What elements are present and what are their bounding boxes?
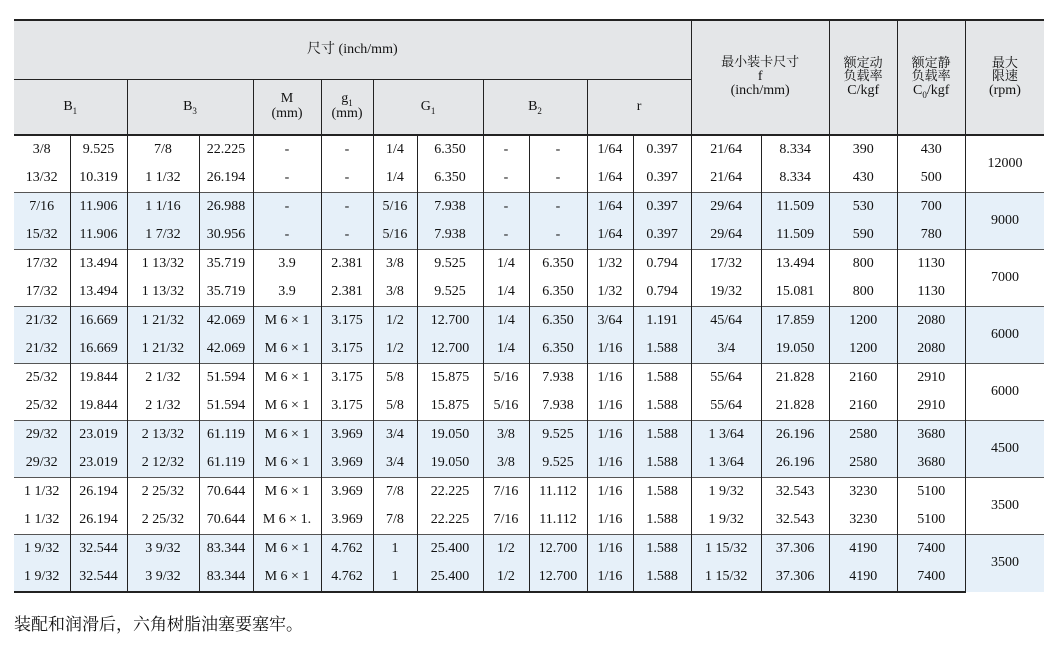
table-cell: 9.525 [417,278,483,307]
table-cell: - [483,193,529,222]
header-gg1: $G_1$ [373,80,483,136]
table-cell: 19/32 [691,278,761,307]
table-cell: 29/64 [691,193,761,222]
table-cell: 6.350 [529,278,587,307]
table-cell: 70.644 [199,506,253,535]
table-cell: 5/16 [373,221,417,250]
table-row [14,364,1044,393]
table-cell: 51.594 [199,364,253,393]
header-r: r [587,80,691,136]
table-cell: 3/8 [483,449,529,478]
table-cell: 2080 [897,335,965,364]
table-cell: - [483,135,529,164]
table-cell: 5100 [897,506,965,535]
table-cell: 29/32 [14,449,70,478]
table-cell: 2160 [829,364,897,393]
table-cell: 12.700 [529,535,587,564]
table-cell: 9.525 [417,250,483,279]
table-cell: 61.119 [199,449,253,478]
table-cell: M 6 × 1 [253,364,321,393]
table-cell: 1/16 [587,392,633,421]
spec-table-container [14,19,1044,593]
table-cell: 13.494 [70,250,127,279]
table-cell: 530 [829,193,897,222]
header-b1: $B_1$ [14,80,127,136]
table-cell: - [253,221,321,250]
table-cell: 26.194 [70,478,127,507]
table-cell: 2 25/32 [127,478,199,507]
bearing-spec-table [14,19,1044,593]
table-cell: 1 13/32 [127,278,199,307]
table-cell: 35.719 [199,250,253,279]
table-cell: 1 9/32 [14,535,70,564]
table-cell: 21/32 [14,307,70,336]
header-dynamic-load: 额定动 负载率 C/kgf [829,20,897,135]
table-row [14,278,1044,307]
table-cell: 26.196 [761,421,829,450]
table-cell: 7/8 [127,135,199,164]
table-cell: 3230 [829,506,897,535]
table-cell: 1/16 [587,421,633,450]
table-cell: 1/16 [587,563,633,592]
table-cell: 5/16 [483,364,529,393]
table-cell: M 6 × 1 [253,449,321,478]
table-cell: - [253,135,321,164]
table-cell: 26.196 [761,449,829,478]
table-cell: 1/32 [587,250,633,279]
table-cell: 1 9/32 [691,506,761,535]
table-cell: 1.588 [633,449,691,478]
table-cell: 1200 [829,335,897,364]
table-cell: 15/32 [14,221,70,250]
table-cell: 2.381 [321,278,373,307]
table-cell: 22.225 [417,478,483,507]
table-cell: 1 [373,535,417,564]
table-cell: M 6 × 1 [253,478,321,507]
header-static-load: 额定静 负载率 $C_0$/kgf [897,20,965,135]
table-cell: 32.544 [70,535,127,564]
table-cell: 2 13/32 [127,421,199,450]
table-cell: 3680 [897,449,965,478]
table-cell: - [483,164,529,193]
table-cell: - [321,164,373,193]
table-cell: M 6 × 1 [253,535,321,564]
table-cell: 1/64 [587,135,633,164]
table-cell: 1/4 [483,278,529,307]
table-cell: 23.019 [70,449,127,478]
table-cell: 1/4 [373,164,417,193]
table-cell: 8.334 [761,135,829,164]
table-cell: 1.588 [633,506,691,535]
table-row [14,392,1044,421]
table-cell: 1130 [897,278,965,307]
table-cell: - [321,193,373,222]
table-cell: 21/64 [691,135,761,164]
table-cell: 1 1/16 [127,193,199,222]
header-g1-small: $g_1$ (mm) [321,80,373,136]
table-cell: 1 15/32 [691,563,761,592]
table-cell: 1.588 [633,335,691,364]
table-cell: 7/16 [483,506,529,535]
table-cell: - [529,193,587,222]
header-b2: $B_2$ [483,80,587,136]
table-cell: 26.194 [199,164,253,193]
table-cell: 12.700 [417,335,483,364]
table-cell: 3.969 [321,478,373,507]
table-cell: 1 21/32 [127,335,199,364]
table-cell: 800 [829,250,897,279]
max-speed-cell: 12000 [965,135,1044,193]
table-cell: 5/8 [373,392,417,421]
table-cell: 1/2 [373,335,417,364]
header-min-clamp-size: 最小装卡尺寸 f (inch/mm) [691,20,829,135]
table-cell: 1130 [897,250,965,279]
table-cell: 1/16 [587,335,633,364]
table-cell: 6.350 [529,335,587,364]
table-cell: 1 [373,563,417,592]
table-cell: 7.938 [529,364,587,393]
table-row [14,135,1044,164]
table-cell: 25.400 [417,535,483,564]
table-cell: 3.175 [321,335,373,364]
table-cell: 3.175 [321,392,373,421]
table-cell: 2080 [897,307,965,336]
table-cell: 9.525 [529,449,587,478]
table-row [14,307,1044,336]
table-cell: 5/8 [373,364,417,393]
table-cell: 3.175 [321,364,373,393]
table-cell: 1.588 [633,563,691,592]
table-cell: 1/16 [587,535,633,564]
table-cell: 7/8 [373,478,417,507]
table-cell: 3/4 [373,421,417,450]
table-cell: 2 12/32 [127,449,199,478]
table-cell: 3/64 [587,307,633,336]
table-cell: 1.588 [633,535,691,564]
header-dimensions: 尺寸 (inch/mm) [14,20,691,80]
table-cell: 70.644 [199,478,253,507]
table-cell: 61.119 [199,421,253,450]
table-cell: 7400 [897,563,965,592]
table-row [14,478,1044,507]
table-cell: 13/32 [14,164,70,193]
table-cell: 25/32 [14,364,70,393]
table-cell: 45/64 [691,307,761,336]
table-cell: 23.019 [70,421,127,450]
table-cell: 1/64 [587,164,633,193]
table-cell: 15.875 [417,392,483,421]
table-cell: 25/32 [14,392,70,421]
table-cell: 22.225 [417,506,483,535]
table-header [14,20,1044,135]
table-cell: 32.544 [70,563,127,592]
table-cell: 7.938 [529,392,587,421]
table-cell: 51.594 [199,392,253,421]
table-cell: 4.762 [321,563,373,592]
table-cell: - [253,164,321,193]
table-cell: 6.350 [529,250,587,279]
table-cell: 3.9 [253,278,321,307]
table-cell: 29/32 [14,421,70,450]
table-cell: 3.175 [321,307,373,336]
table-cell: 590 [829,221,897,250]
table-cell: 1/4 [373,135,417,164]
table-cell: 1.588 [633,478,691,507]
table-cell: 0.794 [633,250,691,279]
table-cell: - [321,221,373,250]
table-row [14,164,1044,193]
table-cell: 4.762 [321,535,373,564]
table-cell: 55/64 [691,392,761,421]
table-cell: 8.334 [761,164,829,193]
table-cell: 11.112 [529,478,587,507]
table-cell: 390 [829,135,897,164]
table-cell: 19.844 [70,392,127,421]
table-cell: 7/16 [14,193,70,222]
table-cell: 2.381 [321,250,373,279]
table-cell: 7/8 [373,506,417,535]
table-cell: 0.397 [633,221,691,250]
table-cell: 9.525 [529,421,587,450]
table-cell: 2160 [829,392,897,421]
table-cell: 3 9/32 [127,563,199,592]
table-cell: 1/16 [587,478,633,507]
table-cell: 1.191 [633,307,691,336]
max-speed-cell: 9000 [965,193,1044,250]
table-cell: 3/8 [373,250,417,279]
table-cell: 17/32 [14,250,70,279]
table-cell: 11.906 [70,193,127,222]
table-cell: 19.050 [761,335,829,364]
table-cell: 15.081 [761,278,829,307]
table-row [14,193,1044,222]
table-cell: 1/16 [587,506,633,535]
table-cell: 21/32 [14,335,70,364]
table-cell: 35.719 [199,278,253,307]
table-row [14,335,1044,364]
table-cell: 3.969 [321,449,373,478]
table-cell: 1/16 [587,449,633,478]
table-cell: 1/4 [483,307,529,336]
table-cell: 21.828 [761,364,829,393]
header-b3: $B_3$ [127,80,253,136]
table-cell: M 6 × 1. [253,506,321,535]
table-cell: 1/64 [587,193,633,222]
table-cell: 3/4 [691,335,761,364]
table-cell: 2910 [897,392,965,421]
table-cell: 16.669 [70,335,127,364]
table-cell: 1200 [829,307,897,336]
table-cell: 26.988 [199,193,253,222]
table-cell: 1 1/32 [14,478,70,507]
table-cell: 21/64 [691,164,761,193]
table-cell: 500 [897,164,965,193]
table-cell: 1 7/32 [127,221,199,250]
table-cell: 2580 [829,449,897,478]
table-cell: 22.225 [199,135,253,164]
table-cell: 1 9/32 [14,563,70,592]
table-cell: 1/64 [587,221,633,250]
table-cell: 37.306 [761,535,829,564]
table-cell: 29/64 [691,221,761,250]
table-cell: M 6 × 1 [253,421,321,450]
table-cell: - [529,221,587,250]
table-cell: 1 1/32 [127,164,199,193]
table-cell: 30.956 [199,221,253,250]
table-cell: 12.700 [417,307,483,336]
table-cell: 37.306 [761,563,829,592]
table-cell: 0.397 [633,164,691,193]
table-cell: 0.397 [633,135,691,164]
table-cell: 1 9/32 [691,478,761,507]
table-cell: 13.494 [761,250,829,279]
table-cell: 1/2 [373,307,417,336]
table-cell: - [253,193,321,222]
table-cell: 19.844 [70,364,127,393]
max-speed-cell: 7000 [965,250,1044,307]
table-cell: 42.069 [199,307,253,336]
table-cell: 83.344 [199,535,253,564]
table-cell: 3/8 [483,421,529,450]
max-speed-cell: 6000 [965,307,1044,364]
max-speed-cell: 6000 [965,364,1044,421]
table-cell: 3.9 [253,250,321,279]
table-cell: 1/32 [587,278,633,307]
table-cell: 1/4 [483,335,529,364]
table-cell: 6.350 [529,307,587,336]
table-cell: 11.906 [70,221,127,250]
table-cell: 5/16 [373,193,417,222]
table-cell: 0.794 [633,278,691,307]
table-cell: 12.700 [529,563,587,592]
table-row [14,535,1044,564]
table-cell: M 6 × 1 [253,335,321,364]
table-cell: 3230 [829,478,897,507]
table-cell: 11.509 [761,221,829,250]
table-cell: 17/32 [691,250,761,279]
table-cell: 4190 [829,535,897,564]
table-cell: 19.050 [417,421,483,450]
table-cell: 26.194 [70,506,127,535]
table-cell: 3680 [897,421,965,450]
table-cell: 11.112 [529,506,587,535]
table-cell: 3/4 [373,449,417,478]
table-cell: 0.397 [633,193,691,222]
table-cell: 5/16 [483,392,529,421]
table-cell: 1.588 [633,421,691,450]
table-cell: 1 3/64 [691,449,761,478]
table-cell: 430 [897,135,965,164]
table-cell: 7400 [897,535,965,564]
max-speed-cell: 4500 [965,421,1044,478]
table-cell: 17.859 [761,307,829,336]
table-cell: 2 25/32 [127,506,199,535]
table-body [14,135,1044,592]
table-cell: 3/8 [14,135,70,164]
table-cell: 780 [897,221,965,250]
max-speed-cell: 3500 [965,478,1044,535]
table-cell: 3.969 [321,506,373,535]
table-cell: - [529,164,587,193]
table-cell: 9.525 [70,135,127,164]
table-cell: 83.344 [199,563,253,592]
table-cell: 3 9/32 [127,535,199,564]
assembly-note: 装配和润滑后，六角树脂油塞要塞牢。 [14,615,303,635]
table-cell: 3.969 [321,421,373,450]
table-cell: 1/16 [587,364,633,393]
header-m: M (mm) [253,80,321,136]
table-cell: 430 [829,164,897,193]
table-cell: 800 [829,278,897,307]
table-cell: M 6 × 1 [253,392,321,421]
table-cell: 1 1/32 [14,506,70,535]
table-cell: 32.543 [761,506,829,535]
table-cell: 2910 [897,364,965,393]
table-row [14,250,1044,279]
table-cell: 42.069 [199,335,253,364]
table-row [14,221,1044,250]
table-cell: 21.828 [761,392,829,421]
table-cell: 700 [897,193,965,222]
table-cell: 25.400 [417,563,483,592]
table-cell: 3/8 [373,278,417,307]
table-cell: M 6 × 1 [253,307,321,336]
max-speed-cell: 3500 [965,535,1044,593]
table-cell: M 6 × 1 [253,563,321,592]
table-cell: 7.938 [417,193,483,222]
table-cell: 7.938 [417,221,483,250]
table-row [14,421,1044,450]
table-cell: 17/32 [14,278,70,307]
table-cell: 16.669 [70,307,127,336]
table-cell: 1 21/32 [127,307,199,336]
table-row [14,449,1044,478]
table-cell: 55/64 [691,364,761,393]
table-cell: 2 1/32 [127,364,199,393]
table-cell: 6.350 [417,164,483,193]
table-cell: 32.543 [761,478,829,507]
table-cell: 1.588 [633,364,691,393]
header-max-speed: 最大 限速 (rpm) [965,20,1044,135]
table-cell: 5100 [897,478,965,507]
table-cell: 1/2 [483,563,529,592]
table-cell: 13.494 [70,278,127,307]
table-cell: 4190 [829,563,897,592]
table-cell: 2 1/32 [127,392,199,421]
table-cell: 7/16 [483,478,529,507]
table-cell: - [321,135,373,164]
table-cell: 1/4 [483,250,529,279]
table-cell: 1.588 [633,392,691,421]
table-row [14,563,1044,592]
table-cell: 15.875 [417,364,483,393]
table-cell: 10.319 [70,164,127,193]
table-cell: 1 3/64 [691,421,761,450]
table-cell: - [529,135,587,164]
table-cell: 6.350 [417,135,483,164]
table-row [14,506,1044,535]
table-cell: 2580 [829,421,897,450]
table-cell: 19.050 [417,449,483,478]
table-cell: - [483,221,529,250]
table-cell: 1 13/32 [127,250,199,279]
table-cell: 11.509 [761,193,829,222]
table-cell: 1 15/32 [691,535,761,564]
table-cell: 1/2 [483,535,529,564]
